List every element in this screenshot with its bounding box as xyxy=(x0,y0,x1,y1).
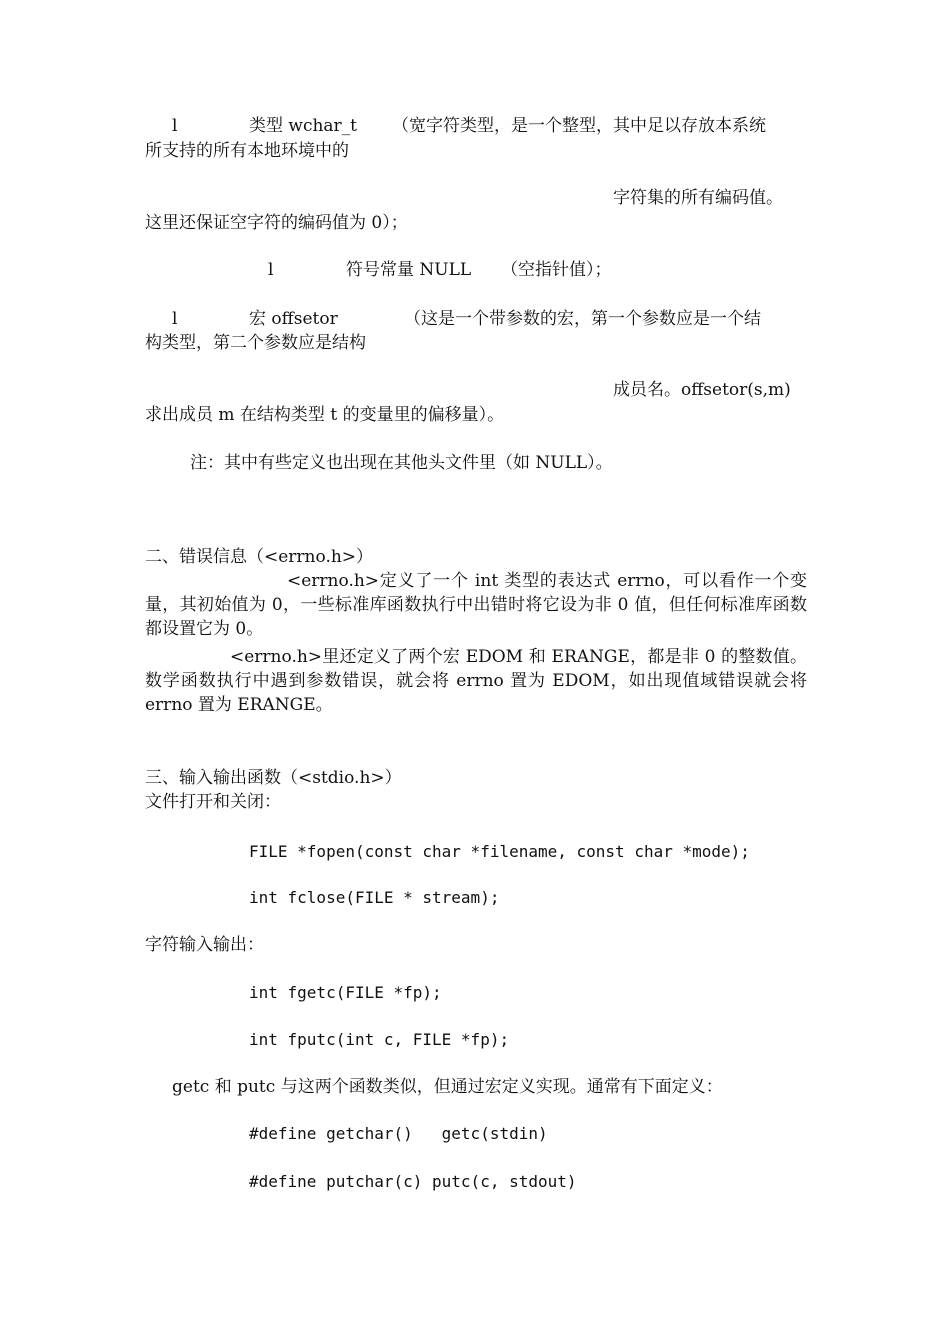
bullet-marker: l xyxy=(172,116,178,136)
item-desc-line: 求出成员 m 在结构类型 t 的变量里的偏移量）。 xyxy=(145,405,505,425)
section-heading-errno: 二、错误信息（<errno.h>） xyxy=(145,547,374,567)
errno-paragraph-1: <errno.h>定义了一个 int 类型的表达式 errno，可以看作一个变量，其初始值为 0，一些标准库函数执行中出错时将它设为非 0 值，但任何标准库函数都设置它为 0。 xyxy=(145,571,807,639)
note-text: 注：其中有些定义也出现在其他头文件里（如 NULL）。 xyxy=(190,453,613,473)
section-heading-stdio: 三、输入输出函数（<stdio.h>） xyxy=(145,768,402,788)
errno-paragraph-2: <errno.h>里还定义了两个宏 EDOM 和 ERANGE，都是非 0 的整数值。数学函数执行中遇到参数错误，就会将 errno 置为 EDOM，如出现值域错误就会将 errno 置为 ERANGE。 xyxy=(145,647,807,715)
item-desc-line: 所支持的所有本地环境中的 xyxy=(145,141,349,161)
item-label-offsetor: 宏 offsetor xyxy=(249,309,338,329)
item-label-null: 符号常量 NULL xyxy=(346,260,472,280)
item-desc-line: （宽字符类型，是一个整型，其中足以存放本系统 xyxy=(392,116,766,136)
code-line-fgetc: int fgetc(FILE *fp); xyxy=(249,983,442,1002)
code-line-define-putchar: #define putchar(c) putc(c, stdout) xyxy=(249,1172,577,1191)
bullet-marker: l xyxy=(172,309,178,329)
code-line-fputc: int fputc(int c, FILE *fp); xyxy=(249,1030,510,1049)
item-desc-line: （空指针值）； xyxy=(501,260,612,280)
subheading-char-io: 字符输入输出： xyxy=(145,935,264,955)
item-desc-line: 字符集的所有编码值。 xyxy=(613,188,783,208)
item-desc-line: （这是一个带参数的宏，第一个参数应是一个结 xyxy=(404,309,761,329)
code-line-fclose: int fclose(FILE * stream); xyxy=(249,888,500,907)
item-desc-line: 成员名。offsetor(s,m) xyxy=(613,380,791,400)
code-line-define-getchar: #define getchar() getc(stdin) xyxy=(249,1124,548,1143)
item-desc-line: 构类型，第二个参数应是结构 xyxy=(145,333,366,353)
subheading-file-open-close: 文件打开和关闭： xyxy=(145,792,281,812)
item-desc-line: 这里还保证空字符的编码值为 0）； xyxy=(145,213,408,233)
item-label-wchar-t: 类型 wchar_t xyxy=(249,116,358,136)
code-line-fopen: FILE *fopen(const char *filename, const char *mode); xyxy=(249,842,750,861)
bullet-marker: l xyxy=(268,260,274,280)
getc-putc-paragraph: getc 和 putc 与这两个函数类似，但通过宏定义实现。通常有下面定义： xyxy=(172,1077,723,1097)
